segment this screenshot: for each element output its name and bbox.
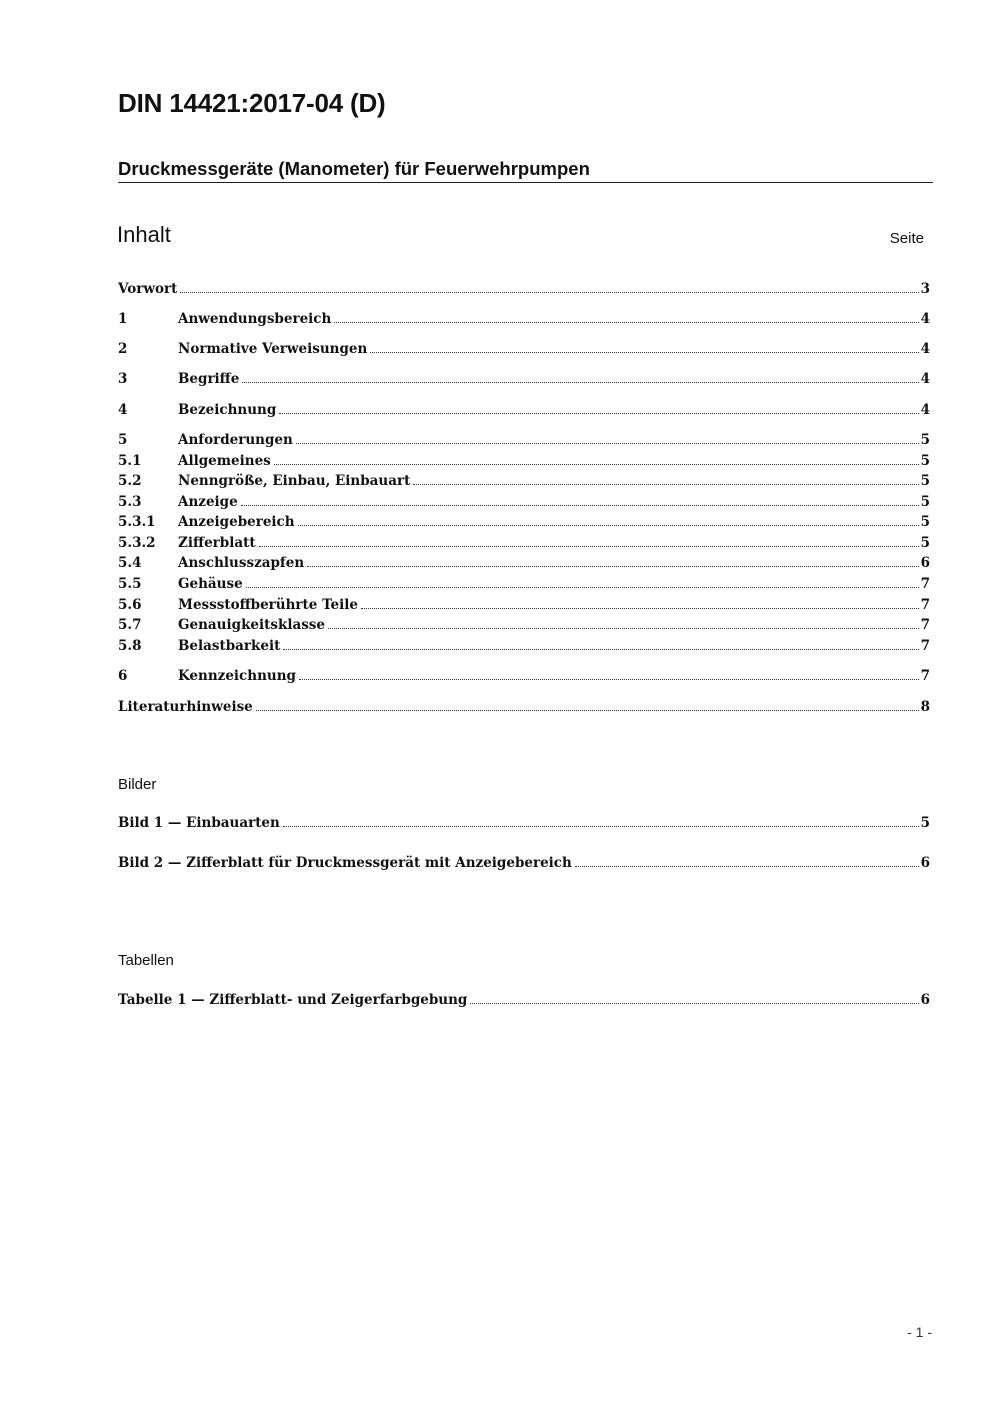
leader-dots	[274, 463, 919, 465]
toc-entry-title: Bezeichnung	[178, 402, 277, 418]
toc-entry-number: 5.4	[118, 555, 142, 571]
leader-dots	[180, 291, 918, 293]
toc-entry-title: Messstoffberührte Teile	[178, 597, 358, 613]
toc-entry-title: Kennzeichnung	[178, 668, 296, 684]
toc-entry[interactable]	[118, 617, 930, 633]
toc-entry-page: 4	[920, 311, 930, 327]
toc-entry[interactable]	[118, 453, 930, 469]
leader-dots	[328, 627, 919, 629]
leader-dots	[470, 1002, 918, 1004]
toc-entry-page: 5	[920, 432, 930, 448]
toc-entry[interactable]	[118, 311, 930, 327]
contents-heading: Inhalt	[117, 222, 171, 247]
toc-entry-title: Anzeigebereich	[178, 514, 295, 530]
toc-entry-number: 5.3.2	[118, 535, 156, 551]
figure-entry-title: Bild 1 — Einbauarten	[118, 815, 280, 831]
leader-dots	[259, 545, 919, 547]
toc-entry[interactable]	[118, 402, 930, 418]
toc-entry-title: Anwendungsbereich	[178, 311, 332, 327]
leader-dots	[256, 709, 919, 711]
toc-entry-number: 5.3.1	[118, 514, 156, 530]
toc-entry-title: Anzeige	[178, 494, 238, 510]
table-entry[interactable]	[118, 992, 930, 1008]
leader-dots	[283, 825, 919, 827]
toc-entry-number: 5.7	[118, 617, 142, 633]
tables-heading: Tabellen	[118, 952, 174, 969]
leader-dots	[299, 678, 919, 680]
toc-entry-number: 5.2	[118, 473, 142, 489]
toc-entry[interactable]	[118, 432, 930, 448]
toc-entry-number: 5.3	[118, 494, 142, 510]
toc-entry[interactable]	[118, 341, 930, 357]
toc-entry[interactable]	[118, 699, 930, 715]
leader-dots	[283, 648, 918, 650]
toc-entry-title: Allgemeines	[178, 453, 271, 469]
figure-entry[interactable]	[118, 815, 930, 831]
toc-entry-page: 8	[920, 699, 930, 715]
figure-entry[interactable]	[118, 855, 930, 871]
toc-entry-number: 5.5	[118, 576, 142, 592]
toc-entry[interactable]	[118, 473, 930, 489]
leader-dots	[246, 586, 919, 588]
document-id: DIN 14421:2017-04 (D)	[118, 88, 386, 118]
toc-entry-number: 5.1	[118, 453, 142, 469]
toc-entry-page: 5	[920, 514, 930, 530]
toc-entry-title: Genauigkeitsklasse	[178, 617, 325, 633]
leader-dots	[307, 565, 918, 567]
figures-heading: Bilder	[118, 776, 157, 793]
toc-entry-title: Anschlusszapfen	[178, 555, 305, 571]
table-entry-page: 6	[920, 992, 930, 1008]
toc-entry-number: 3	[118, 371, 128, 387]
toc-entry[interactable]	[118, 638, 930, 654]
toc-entry-title: Normative Verweisungen	[178, 341, 368, 357]
toc-entry-title: Literaturhinweise	[118, 699, 253, 715]
table-entry-title: Tabelle 1 — Zifferblatt- und Zeigerfarbgebung	[118, 992, 468, 1008]
toc-entry-page: 5	[920, 494, 930, 510]
toc-entry-page: 3	[920, 281, 930, 297]
leader-dots	[241, 504, 919, 506]
toc-entry-page: 7	[920, 597, 930, 613]
toc-entry-title: Begriffe	[178, 371, 240, 387]
toc-entry[interactable]	[118, 576, 930, 592]
toc-entry[interactable]	[118, 494, 930, 510]
toc-entry-number: 5	[118, 432, 128, 448]
leader-dots	[279, 412, 918, 414]
toc-entry[interactable]	[118, 597, 930, 613]
toc-entry-page: 6	[920, 555, 930, 571]
toc-entry[interactable]	[118, 535, 930, 551]
toc-entry[interactable]	[118, 281, 930, 297]
leader-dots	[413, 483, 918, 485]
toc-entry-number: 1	[118, 311, 128, 327]
toc-entry[interactable]	[118, 555, 930, 571]
toc-entry-title: Zifferblatt	[178, 535, 256, 551]
leader-dots	[361, 607, 919, 609]
toc-entry-title: Nenngröße, Einbau, Einbauart	[178, 473, 411, 489]
toc-entry-number: 6	[118, 668, 128, 684]
toc-entry[interactable]	[118, 514, 930, 530]
figure-entry-page: 5	[920, 815, 930, 831]
figure-entry-page: 6	[920, 855, 930, 871]
toc-entry-number: 5.6	[118, 597, 142, 613]
toc-entry[interactable]	[118, 668, 930, 684]
toc-entry-page: 7	[920, 668, 930, 684]
toc-entry-title: Anforderungen	[178, 432, 293, 448]
toc-entry[interactable]	[118, 371, 930, 387]
document-title: Druckmessgeräte (Manometer) für Feuerwehrpumpen	[118, 158, 933, 183]
toc-entry-title: Vorwort	[118, 281, 178, 297]
figure-entry-title: Bild 2 — Zifferblatt für Druckmessgerät mit Anzeigebereich	[118, 855, 572, 871]
leader-dots	[334, 321, 918, 323]
leader-dots	[370, 351, 918, 353]
leader-dots	[575, 865, 919, 867]
toc-entry-title: Belastbarkeit	[178, 638, 281, 654]
leader-dots	[296, 442, 919, 444]
leader-dots	[242, 381, 918, 383]
toc-entry-page: 5	[920, 473, 930, 489]
toc-entry-title: Gehäuse	[178, 576, 243, 592]
toc-entry-page: 5	[920, 453, 930, 469]
toc-entry-number: 4	[118, 402, 128, 418]
leader-dots	[298, 524, 919, 526]
toc-entry-page: 7	[920, 576, 930, 592]
toc-entry-page: 7	[920, 617, 930, 633]
toc-entry-page: 4	[920, 371, 930, 387]
toc-entry-page: 7	[920, 638, 930, 654]
toc-entry-page: 5	[920, 535, 930, 551]
toc-entry-number: 2	[118, 341, 128, 357]
toc-entry-page: 4	[920, 402, 930, 418]
page-number: - 1 -	[907, 1324, 932, 1340]
toc-entry-number: 5.8	[118, 638, 142, 654]
toc-entry-page: 4	[920, 341, 930, 357]
page-column-label: Seite	[889, 230, 924, 247]
